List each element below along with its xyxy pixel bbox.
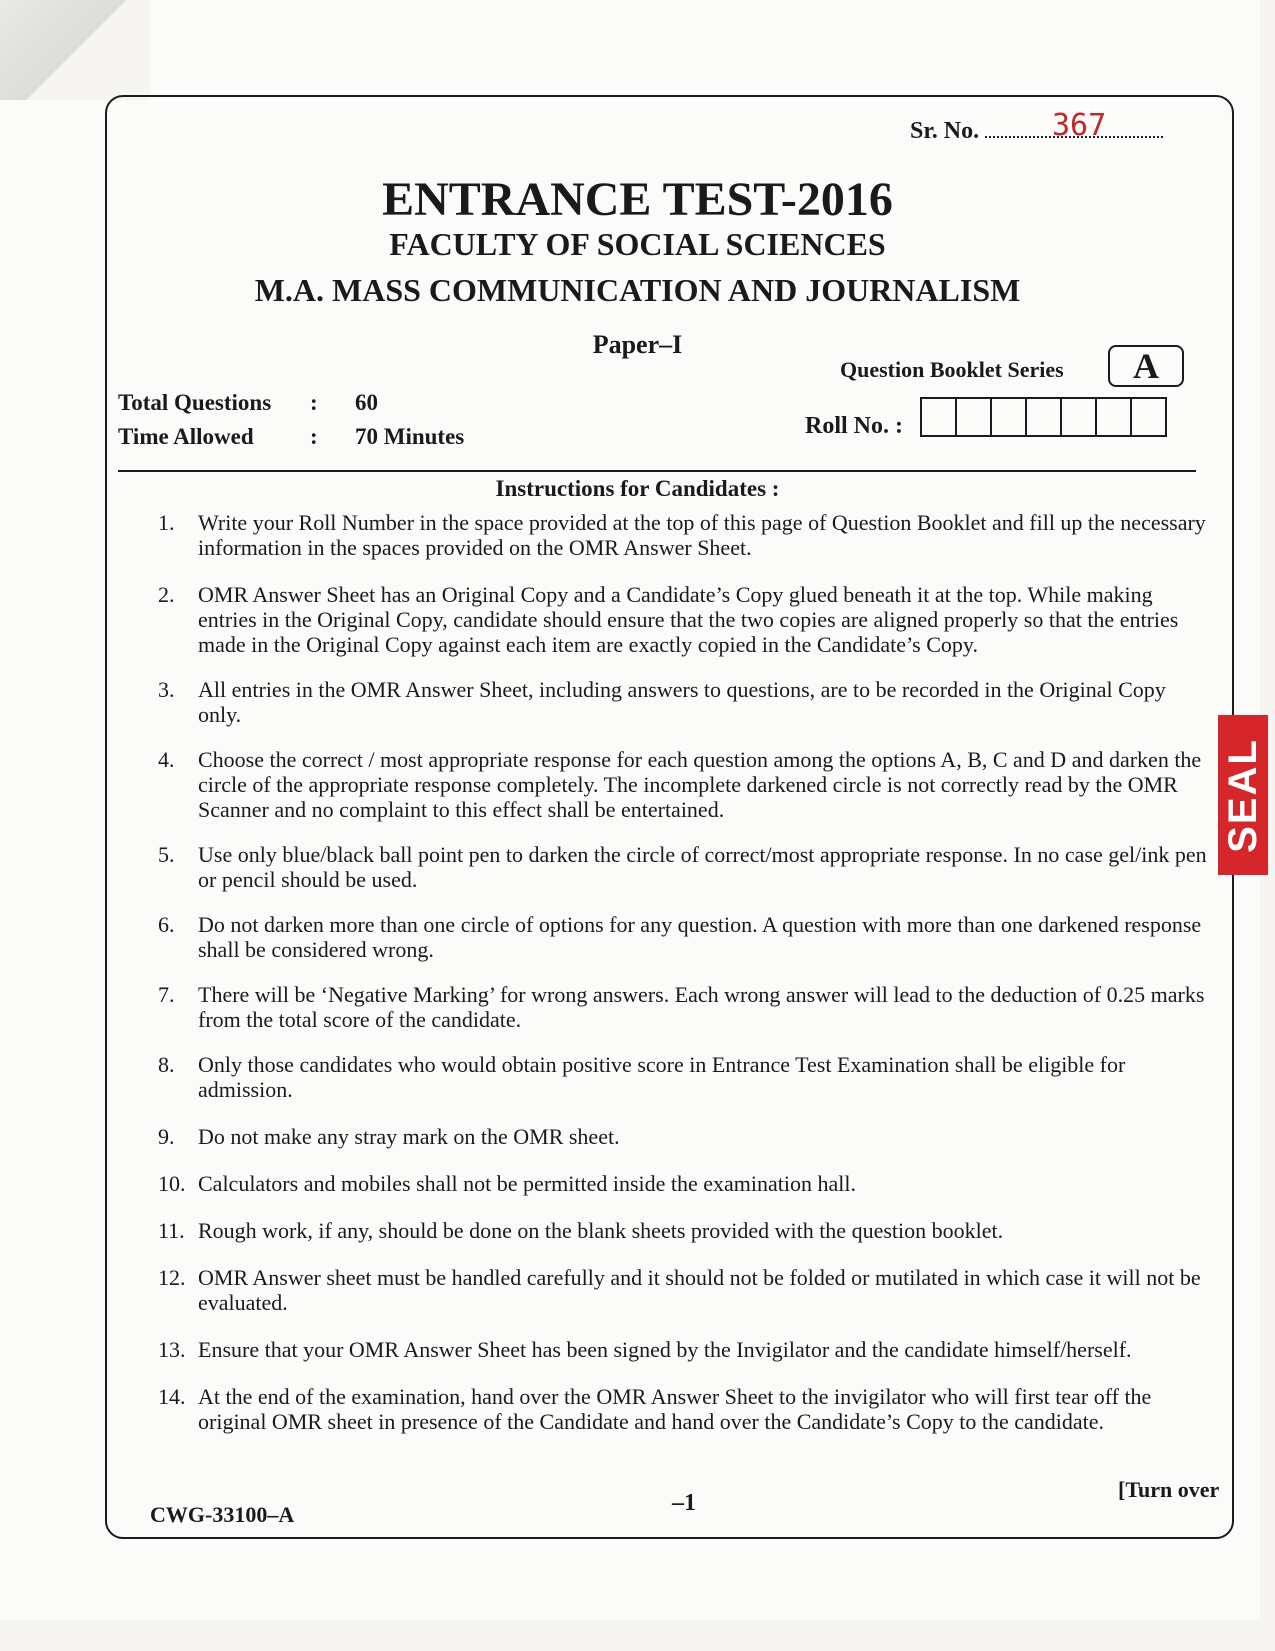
instruction-item-9 (158, 1124, 1208, 1149)
page-title: ENTRANCE TEST-2016 (382, 173, 893, 226)
serial-number-value: 367 (1052, 108, 1107, 143)
instruction-text: OMR Answer Sheet has an Original Copy and a Candidate’s Copy glued beneath it at the top. While making entries in the Original Copy, candidate should ensure that the two copies are aligned properly so that the entries made in the Original Copy against each item are exactly copied in the Candidate’s Copy. (198, 582, 1179, 657)
booklet-series-label: Question Booklet Series (840, 357, 1064, 382)
instruction-item-10 (158, 1171, 1208, 1196)
instruction-item-1 (158, 510, 1208, 560)
instruction-text: Use only blue/black ball point pen to darken the circle of correct/most appropriate response. In no case gel/ink pen or pencil should be used. (198, 842, 1207, 892)
roll-digit-box[interactable] (1130, 397, 1167, 437)
instruction-number: 1. (158, 510, 175, 535)
instruction-number: 7. (158, 982, 175, 1007)
total-questions-value: 60 (355, 390, 378, 415)
instruction-item-4 (158, 747, 1208, 822)
instruction-number: 4. (158, 747, 175, 772)
instruction-text: Only those candidates who would obtain positive score in Entrance Test Examination shall be eligible for admission. (198, 1052, 1126, 1102)
instruction-item-12 (158, 1265, 1208, 1315)
instruction-text: Write your Roll Number in the space provided at the top of this page of Question Booklet and fill up the necessary information in the spaces provided on the OMR Answer Sheet. (198, 510, 1206, 560)
instruction-text: At the end of the examination, hand over the OMR Answer Sheet to the invigilator who will first tear off the original OMR sheet in presence of the Candidate and hand over the Candidate’s Copy to the candidate. (198, 1384, 1152, 1434)
roll-digit-box[interactable] (1060, 397, 1097, 437)
booklet-series-value: A (1108, 345, 1184, 387)
instruction-text: Rough work, if any, should be done on the blank sheets provided with the question booklet. (198, 1218, 1004, 1243)
instruction-number: 5. (158, 842, 175, 867)
roll-digit-box[interactable] (920, 397, 957, 437)
turn-over-note: [Turn over (1118, 1477, 1220, 1502)
instruction-number: 11. (158, 1218, 185, 1243)
instruction-item-3 (158, 677, 1208, 727)
seal-text: SEAL (1220, 737, 1265, 853)
instruction-text: Do not darken more than one circle of options for any question. A question with more than one darkened response shall be considered wrong. (198, 912, 1202, 962)
instruction-number: 8. (158, 1052, 175, 1077)
folded-corner (0, 0, 150, 100)
instruction-item-7 (158, 982, 1208, 1032)
time-allowed-label: Time Allowed (118, 424, 254, 449)
time-allowed-value: 70 Minutes (355, 424, 465, 449)
instruction-item-14 (158, 1384, 1208, 1434)
paper-heading: Paper–I (592, 330, 683, 359)
instruction-number: 6. (158, 912, 175, 937)
instruction-item-5 (158, 842, 1208, 892)
instruction-number: 9. (158, 1124, 175, 1149)
roll-digit-box[interactable] (955, 397, 992, 437)
instruction-text: There will be ‘Negative Marking’ for wrong answers. Each wrong answer will lead to the deduction of 0.25 marks from the total score of the candidate. (198, 982, 1205, 1032)
instruction-item-8 (158, 1052, 1208, 1102)
serial-number-line (910, 118, 1163, 145)
serial-number-label: Sr. No. (910, 118, 980, 144)
instruction-number: 13. (158, 1337, 186, 1362)
roll-number-boxes[interactable] (922, 397, 1167, 437)
instruction-item-6 (158, 912, 1208, 962)
instructions-list (158, 510, 1208, 1434)
instruction-number: 14. (158, 1384, 186, 1409)
total-questions-label: Total Questions (118, 390, 272, 415)
instruction-number: 10. (158, 1171, 186, 1196)
instruction-number: 3. (158, 677, 175, 702)
roll-digit-box[interactable] (990, 397, 1027, 437)
booklet-code: CWG-33100–A (150, 1502, 295, 1527)
time-allowed-colon: : (310, 424, 318, 449)
course-heading: M.A. MASS COMMUNICATION AND JOURNALISM (254, 272, 1021, 308)
instruction-number: 2. (158, 582, 175, 607)
header-divider (118, 470, 1196, 472)
total-questions-colon: : (310, 390, 318, 415)
instruction-number: 12. (158, 1265, 186, 1290)
page-number: –1 (672, 1490, 696, 1516)
instruction-text: Do not make any stray mark on the OMR sheet. (198, 1124, 620, 1149)
instruction-text: Ensure that your OMR Answer Sheet has been signed by the Invigilator and the candidate himself/herself. (198, 1337, 1132, 1362)
instruction-text: Choose the correct / most appropriate response for each question among the options A, B, C and D and darken the circle of the appropriate response completely. The incomplete darkened circle is not correctly read by the OMR Scanner and no complaint to this effect shall be entertained. (198, 747, 1202, 822)
roll-digit-box[interactable] (1025, 397, 1062, 437)
instruction-item-2 (158, 582, 1208, 657)
instructions-heading: Instructions for Candidates : (495, 476, 780, 501)
roll-number-label: Roll No. : (805, 413, 903, 439)
instruction-text: Calculators and mobiles shall not be permitted inside the examination hall. (198, 1171, 857, 1196)
instruction-item-13 (158, 1337, 1208, 1362)
seal-sticker (1218, 715, 1268, 875)
instruction-text: OMR Answer sheet must be handled carefully and it should not be folded or mutilated in which case it will not be evaluated. (198, 1265, 1201, 1315)
instruction-item-11 (158, 1218, 1208, 1243)
roll-digit-box[interactable] (1095, 397, 1132, 437)
faculty-heading: FACULTY OF SOCIAL SCIENCES (389, 226, 886, 262)
instruction-text: All entries in the OMR Answer Sheet, including answers to questions, are to be recorded in the Original Copy only. (198, 677, 1166, 727)
